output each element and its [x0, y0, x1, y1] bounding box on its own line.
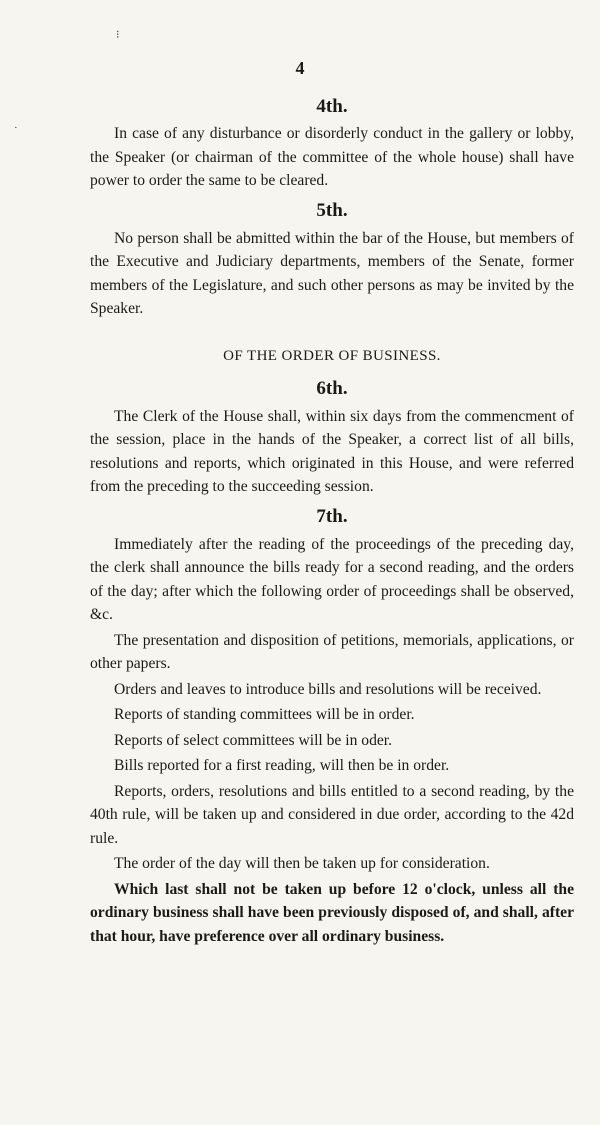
rule-paragraph: Immediately after the reading of the proceedings of the preceding day, the clerk shall announce the bills ready for a second reading, and the orders of the day; after which the following order of proceedings shall be observed, &c.: [90, 535, 574, 623]
page-number: 4: [295, 58, 305, 78]
rule-4-section: [90, 93, 574, 193]
rule-7-section: [90, 503, 574, 949]
rule-paragraph: Reports, orders, resolutions and bills entitled to a second reading, by the 40th rule, will be taken up and considered in due order, according to the 42d rule.: [90, 782, 574, 847]
rule-paragraph: Orders and leaves to introduce bills and resolutions will be received.: [114, 680, 542, 698]
rule-paragraph: Reports of select committees will be in oder.: [114, 731, 393, 749]
rule-paragraph: Bills reported for a first reading, will then be in order.: [114, 757, 450, 774]
rule-5-section: [90, 197, 574, 321]
rule-heading: 4th.: [316, 96, 348, 117]
rule-paragraph: Reports of standing committees will be in order.: [114, 706, 415, 723]
rule-paragraph: The Clerk of the House shall, within six days from the commencment of the session, place in the hands of the Speaker, a correct list of all bills, resolutions and reports, which originated in this House, and were referred from the preceding to the succeeding session.: [90, 407, 574, 495]
rule-paragraph: In case of any disturbance or disorderly conduct in the gallery or lobby, the Speaker (or chairman of the committee of the whole house) shall have power to order the same to be cleared.: [90, 125, 574, 189]
rule-heading: 6th.: [316, 377, 348, 399]
ink-speck: ·: [14, 122, 18, 134]
rule-6-section: [90, 345, 574, 499]
document-body: [90, 93, 574, 950]
ink-speck: ⁝: [116, 29, 120, 41]
rule-paragraph: The presentation and disposition of petitions, memorials, applications, or other papers.: [90, 631, 574, 672]
rule-heading: 5th.: [316, 199, 348, 221]
rule-paragraph: The order of the day will then be taken up for consideration.: [114, 855, 490, 872]
section-title: OF THE ORDER OF BUSINESS.: [223, 347, 441, 364]
rule-paragraph: Which last shall not be taken up before 12 o'clock, unless all the ordinary business shall have been previously disposed of, and shall, after that hour, have preference over all ordinary business.: [90, 880, 574, 945]
rule-paragraph: No person shall be abmitted within the bar of the House, but members of the Executive and Judiciary departments, members of the Senate, former members of the Legislature, and such other persons as may be invited by the Speaker.: [90, 229, 574, 317]
rule-heading: 7th.: [316, 505, 348, 527]
